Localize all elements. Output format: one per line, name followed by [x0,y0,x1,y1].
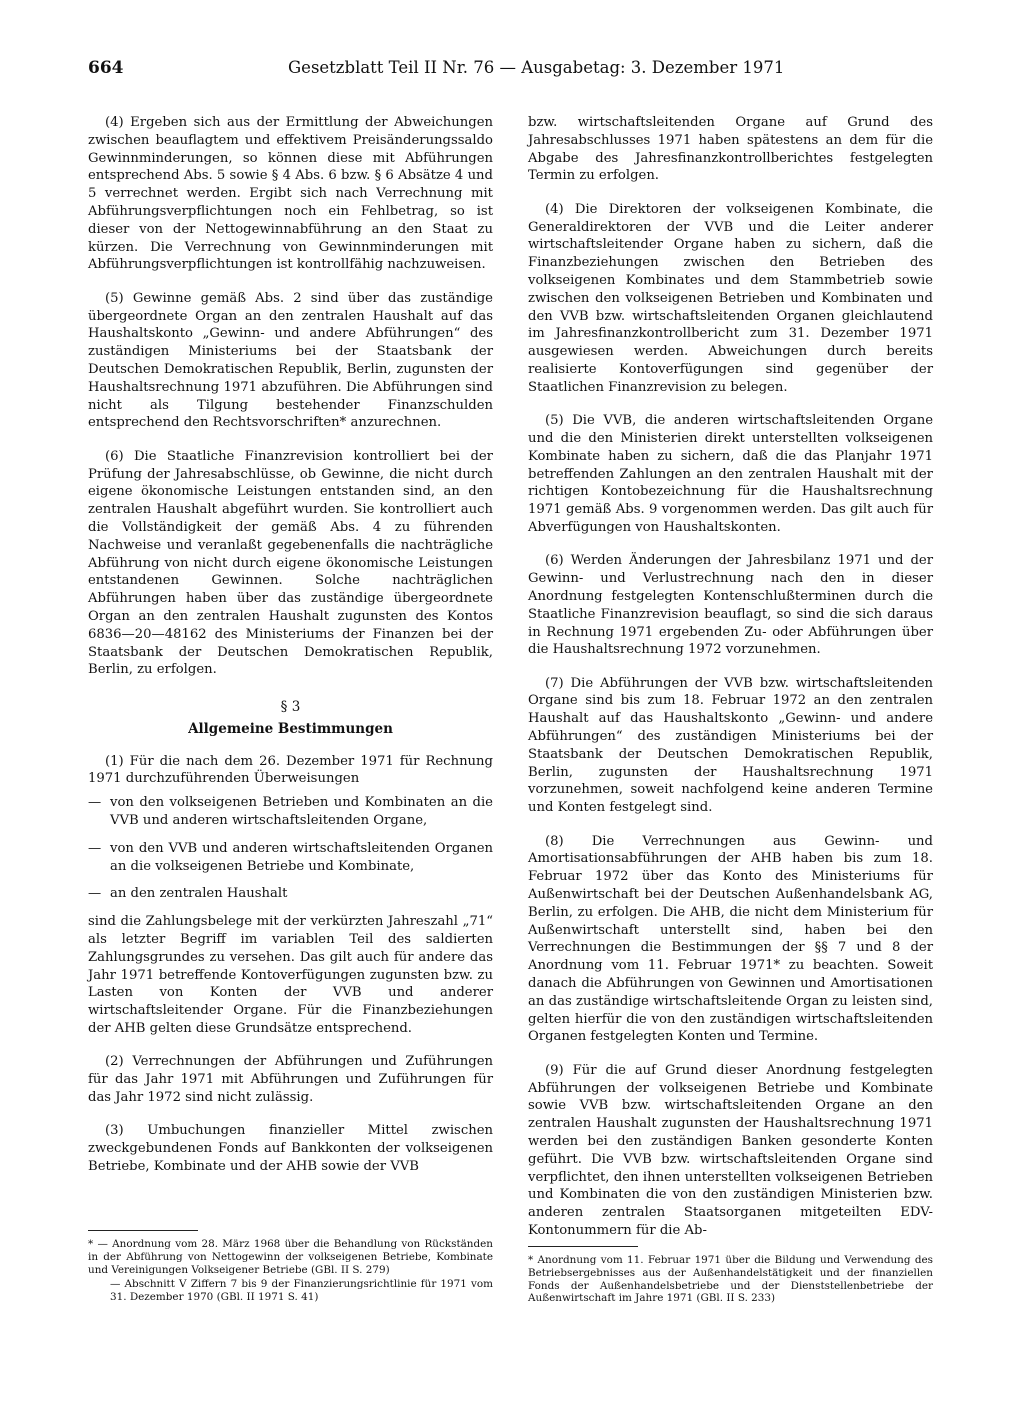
paragraph-5: (5) Die VVB, die anderen wirtschaftsleitenden Organe und die den Ministerien direkt unterstellten volkseigenen Kombinate haben zu sichern, daß die das Planjahr 1971 betreffenden Zahlungen an den zentralen Haushalt mit der richtigen Kontobezeichnung für die Haushaltsrechnung 1971 gemäß Abs. 9 vorgenommen werden. Das gilt auch für Abverfügungen von Haushaltskonten. [528,413,933,535]
list-item: — an den zentralen Haushalt [88,885,493,903]
footnote-rule-right [528,1246,638,1247]
paragraph-9: (9) Für die auf Grund dieser Anordnung festgelegten Abführungen der volkseigenen Betriebe und Kombinate sowie VVB bzw. wirtschaftsleitenden Organe an den zentralen Haushalt zugunsten der Haushaltsrechnung 1971 werden bei den zuständigen Banken gesonderte Konten geführt. Die VVB bzw. wirtschaftsleitenden Organe sind verpflichtet, den ihnen unterstellten volkseigenen Betrieben und Kombinaten die von den zuständigen Ministerien bzw. anderen zentralen Staatsorganen mitgeteilten EDV-Kontonummern für die Ab- [528,1062,933,1238]
running-title: Gesetzblatt Teil II Nr. 76 — Ausgabetag: 3. Dezember 1971 [288,58,785,77]
section-number: § 3 [280,699,301,716]
page-header [88,58,948,84]
paragraph-4: (4) Die Direktoren der volkseigenen Kombinate, die Generaldirektoren der VVB und die Leiter anderer wirtschaftsleitender Organe haben zu sichern, daß die Finanzbeziehungen zwischen den Betrieben des volkseigenen Kombinates und dem Stammbetrieb sowie zwischen den volkseigenen Betrieben und Kombinaten und den VVB bzw. wirtschaftsleitenden Organen gleichlautend im Jahresfinanzkontrollbericht zum 31. Dezember 1971 ausgewiesen werden. Abweichungen durch bereits realisierte Kontoverfügungen sind gegenüber der Staatlichen Finanzrevision zu belegen. [528,201,933,395]
footnote-2: — Abschnitt V Ziffern 7 bis 9 der Finanzierungsrichtlinie für 1971 vom 31. Dezember 1970 (GBl. II 1971 S. 41) [110,1278,493,1304]
dash-list [88,794,493,903]
list-item: — von den VVB und anderen wirtschaftsleitenden Organen an die volkseigenen Betriebe und Kombinate, [88,840,493,876]
footnotes-right [528,1254,933,1307]
paragraph-5: (5) Gewinne gemäß Abs. 2 sind über das zuständige übergeordnete Organ an den zentralen Haushalt auf das Haushaltskonto „Gewinn- und andere Abführungen“ des zuständigen Ministeriums bei der Staatsbank der Deutschen Demokratischen Republik, Berlin, zugunsten der Haushaltsrechnung 1971 abzuführen. Die Abführungen sind nicht als Tilgung bestehender Finanzschulden entsprechend den Rechtsvorschriften* anzurechnen. [88,290,493,431]
list-item: — von den volkseigenen Betrieben und Kombinaten an die VVB und anderen wirtschaftsleitenden Organe, [88,794,493,830]
page-number: 664 [88,58,124,78]
paragraph-continuation: bzw. wirtschaftsleitenden Organe auf Grund des Jahresabschlusses 1971 haben spätestens an dem für die Abgabe des Jahresfinanzkontrollberichtes festgelegten Termin zu erfolgen. [528,115,933,184]
section-paragraph-3: (3) Umbuchungen finanzieller Mittel zwischen zweckgebundenen Fonds auf Bankkonten der volkseigenen Betriebe, Kombinate und der AHB sowie der VVB [88,1123,493,1175]
paragraph-8: (8) Die Verrechnungen aus Gewinn- und Amortisationsabführungen der AHB haben bis zum 18. Februar 1972 über das Konto des Ministeriums für Außenwirtschaft bei der Deutschen Außenhandelsbank AG, Berlin, zu erfolgen. Die AHB, die nicht dem Ministerium für Außenwirtschaft unterstellt sind, haben bei den Verrechnungen die Bestimmungen der §§ 7 und 8 der Anordnung vom 11. Februar 1971* zu beachten. Soweit danach die Abführungen von Gewinnen und Amortisationen an das zuständige wirtschaftsleitende Organ zu leisten sind, gelten hierfür die von den zuständigen wirtschaftsleitenden Organen festgelegten Konten und Termine. [528,833,933,1045]
footnotes-left [88,1238,493,1306]
section-title: Allgemeine Bestimmungen [188,720,393,737]
section-paragraph-1-rest: sind die Zahlungsbelege mit der verkürzten Jahreszahl „71“ als letzter Begriff im variablen Teil des saldierten Zahlungsgrundes zu versehen. Das gilt auch für andere das Jahr 1971 betreffende Kontoverfügungen zugunsten bzw. zu Lasten von Konten der VVB und anderer wirtschaftsleitender Organe. Für die Finanzbeziehungen der AHB gelten diese Grundsätze entsprechend. [88,914,493,1037]
paragraph-4: (4) Ergeben sich aus der Ermittlung der Abweichungen zwischen beauflagtem und effektivem Preisänderungssaldo Gewinnminderungen, so können diese mit Abführungen entsprechend Abs. 5 sowie § 4 Abs. 6 bzw. § 6 Absätze 4 und 5 verrechnet werden. Ergibt sich nach Verrechnung mit Abführungsverpflichtungen noch ein Fehlbetrag, so ist dieser von der Nettogewinnabführung an den Staat zu kürzen. Die Verrechnung von Gewinnminderungen mit Abführungsverpflichtungen ist kontrollfähig nachzuweisen. [88,115,493,273]
section-paragraph-1-intro: (1) Für die nach dem 26. Dezember 1971 für Rechnung 1971 durchzuführenden Überweisungen [88,753,493,787]
left-column [88,114,493,1191]
section-paragraph-2: (2) Verrechnungen der Abführungen und Zuführungen für das Jahr 1971 mit Abführungen und Zuführungen für das Jahr 1972 sind nicht zulässig. [88,1054,493,1106]
paragraph-6: (6) Werden Änderungen der Jahresbilanz 1971 und der Gewinn- und Verlustrechnung nach den in dieser Anordnung festgelegten Kontenschlußterminen durch die Staatliche Finanzrevision beauflagt, so sind die sich daraus in Rechnung 1971 ergebenden Zu- oder Abführungen über die Haushaltsrechnung 1972 vorzunehmen. [528,553,933,658]
right-column [528,114,933,1255]
footnote-rule-left [88,1230,198,1231]
footnote-right: * Anordnung vom 11. Februar 1971 über die Bildung und Verwendung des Betriebsergebnisses aus der Außenhandelstätigkeit und der finanziellen Fonds der Außenhandelsbetriebe und der Dienststellenbetriebe der Außenwirtschaft im Jahre 1971 (GBl. II S. 233) [528,1254,933,1305]
paragraph-7: (7) Die Abführungen der VVB bzw. wirtschaftsleitenden Organe sind bis zum 18. Februar 1972 an den zentralen Haushalt auf das Haushaltskonto „Gewinn- und andere Abführungen“ des zuständigen Ministeriums bei der Staatsbank der Deutschen Demokratischen Republik, Berlin, zugunsten der Haushaltsrechnung 1971 vorzunehmen, soweit nachfolgend keine anderen Termine und Konten festgelegt sind. [528,675,933,816]
paragraph-6: (6) Die Staatliche Finanzrevision kontrolliert bei der Prüfung der Jahresabschlüsse, ob Gewinne, die nicht durch eigene ökonomische Leistungen entstanden sind, an den zentralen Haushalt abgeführt wurden. Sie kontrolliert auch die Vollständigkeit der gemäß Abs. 4 zu führenden Nachweise und veranlaßt gegebenenfalls die nachträgliche Abführung von nicht durch eigene ökonomische Leistungen entstandenen Gewinnen. Solche nachträglichen Abführungen haben über das zuständige übergeordnete Organ an den zentralen Haushalt zugunsten des Kontos 6836—20—48162 des Ministeriums der Finanzen bei der Staatsbank der Deutschen Demokratischen Republik, Berlin, zu erfolgen. [88,448,493,678]
footnote-1: * — Anordnung vom 28. März 1968 über die Behandlung von Rückständen in der Abführung von Nettogewinn der volkseigenen Betriebe, Kombinate und Vereinigungen Volkseigener Betriebe (GBl. II S. 279) [88,1238,493,1276]
